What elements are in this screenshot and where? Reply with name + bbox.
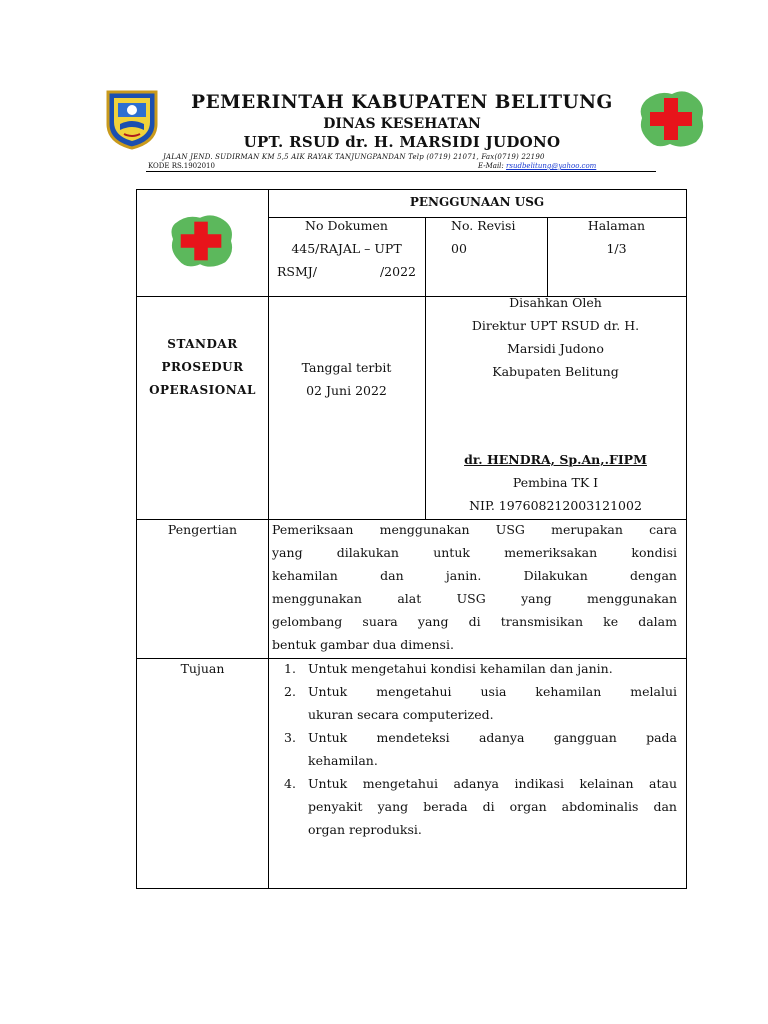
objective-line: Untuk mengetahui usia kehamilan melalui [308, 684, 677, 699]
objective-line: penyakit yang berada di organ abdominalis dan [308, 799, 677, 814]
definition-line: yang dilakukan untuk memeriksakan kondisi [272, 545, 677, 560]
issue-date-label: Tanggal terbit [301, 360, 392, 375]
hospital-address: JALAN JEND. SUDIRMAN KM 5,5 AIK RAYAK TANJUNGPANDAN Telp (0719) 21071, Fax(0719) 22190 [163, 153, 545, 161]
objective-number: 1. [284, 661, 296, 676]
document-number-line1: 445/RAJAL – UPT [291, 241, 402, 256]
approval-line2: Direktur UPT RSUD dr. H. [471, 318, 640, 333]
document-number-cell [268, 214, 425, 283]
objective-line: Untuk mengetahui kondisi kehamilan dan janin. [308, 661, 613, 676]
objective-line: organ reproduksi. [308, 822, 422, 837]
objectives-body [272, 657, 677, 841]
document-number-line2 [277, 260, 416, 283]
objective-number: 2. [284, 684, 296, 699]
objective-line: Untuk mengetahui adanya indikasi kelainan atau [308, 776, 677, 791]
issue-date-cell [268, 356, 425, 402]
divider [268, 190, 269, 888]
definition-label: Pengertian [167, 522, 238, 537]
hospital-cross-map-logo [167, 212, 237, 270]
objective-number: 4. [284, 776, 296, 791]
document-number-part2: /2022 [379, 264, 416, 279]
signatory-nip: NIP. 197608212003121002 [469, 498, 642, 513]
document-number-label: No Dokumen [305, 218, 388, 233]
page-label: Halaman [587, 218, 646, 233]
objectives-label: Tujuan [180, 661, 225, 676]
signatory-rank: Pembina TK I [512, 475, 599, 490]
definition-line: bentuk gambar dua dimensi. [272, 637, 454, 652]
header-divider [146, 171, 656, 172]
objective-item [272, 680, 677, 726]
hospital-cross-map-logo [636, 86, 708, 152]
sop-line2: PROSEDUR [161, 360, 244, 374]
agency-name: DINAS KESEHATAN [323, 116, 481, 132]
document-number-part1: RSMJ/ [277, 264, 317, 279]
email-link[interactable]: rsudbelitung@yahoo.com [506, 162, 597, 170]
definition-line: Pemeriksaan menggunakan USG merupakan cara [272, 522, 677, 537]
objective-item [272, 657, 677, 680]
sop-label [137, 333, 268, 402]
approval-line3: Marsidi Judono [507, 341, 604, 356]
definition-body [272, 518, 677, 656]
objective-item [272, 772, 677, 841]
approval-line4: Kabupaten Belitung [492, 364, 619, 379]
government-title: PEMERINTAH KABUPATEN BELITUNG [191, 92, 613, 113]
page-value: 1/3 [606, 241, 627, 256]
objective-line: Untuk mendeteksi adanya gangguan pada [308, 730, 677, 745]
approval-line1: Disahkan Oleh [509, 295, 602, 310]
letterhead [0, 0, 768, 180]
signatory-block [425, 448, 686, 517]
objective-line: ukuran secara computerized. [308, 707, 494, 722]
issue-date-value: 02 Juni 2022 [306, 383, 387, 398]
definition-line: kehamilan dan janin. Dilakukan dengan [272, 568, 677, 583]
sop-table [136, 189, 687, 889]
definition-line: menggunakan alat USG yang menggunakan [272, 591, 677, 606]
approval-cell [425, 291, 686, 383]
definition-line: gelombang suara yang di transmisikan ke dalam [272, 614, 677, 629]
revision-value: 00 [451, 241, 467, 256]
hospital-email [478, 162, 596, 170]
revision-label: No. Revisi [451, 218, 516, 233]
objective-number: 3. [284, 730, 296, 745]
signatory-name: dr. HENDRA, Sp.An,.FIPM [464, 452, 647, 467]
hospital-code: KODE RS.1902010 [148, 162, 215, 170]
revision-cell [425, 214, 547, 260]
page-cell [547, 214, 686, 260]
email-label: E-Mail: [478, 162, 507, 170]
sop-line1: STANDAR [167, 337, 238, 351]
sop-line3: OPERASIONAL [149, 383, 256, 397]
hospital-name: UPT. RSUD dr. H. MARSIDI JUDONO [243, 133, 561, 151]
document-title: PENGGUNAAN USG [409, 195, 545, 209]
objectives-list [272, 657, 677, 841]
objective-line: kehamilan. [308, 753, 378, 768]
objective-item [272, 726, 677, 772]
